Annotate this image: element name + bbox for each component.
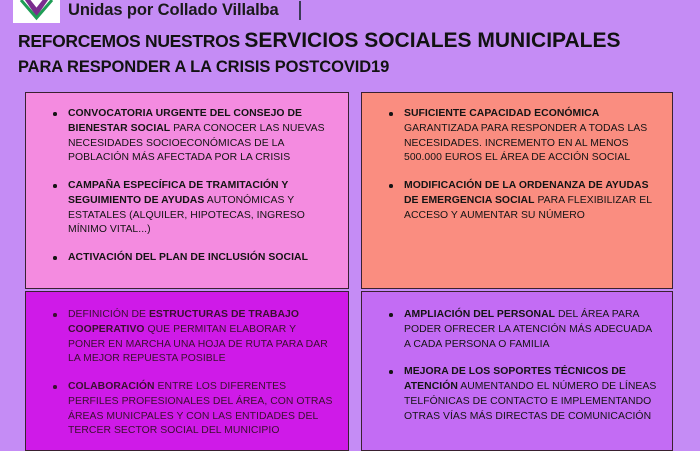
bullet-item [26,251,336,266]
brand-name: Unidas por Collado Villalba [68,1,279,19]
bullet-list-bottom-right [362,292,672,424]
bullet-bold-text: MEJORA DE LOS SOPORTES TÉCNICOS DE ATENCIÓN [404,366,626,393]
bullet-item [362,308,660,352]
brand-row [0,0,700,24]
page-title-line-1 [18,29,621,53]
bullet-prefix-text: DEFINICIÓN DE [68,309,149,320]
page-title-prefix: REFORCEMOS NUESTROS [18,31,245,51]
page-title-emphasis: SERVICIOS SOCIALES MUNICIPALES [244,29,621,52]
panel-bottom-left [25,291,349,451]
bullet-list-top-left [26,93,348,266]
bullet-bold-text: ACTIVACIÓN DEL PLAN DE INCLUSIÓN SOCIAL [68,252,308,264]
bullet-bold-text: COLABORACIÓN [68,381,155,393]
bullet-body-text: QUE PERMITAN ELABORAR Y PONER EN MARCHA UNA HOJA DE RUTA PARA DAR LA MEJOR REPUESTA POSIBLE [68,323,328,365]
bullet-item [26,107,336,166]
panel-top-right [361,92,673,289]
bullet-bold-text: MODIFICACIÓN DE LA ORDENANZA DE AYUDAS DE EMERGENCIA SOCIAL [404,180,649,206]
page-title-line-2: PARA RESPONDER A LA CRISIS POSTCOVID19 [18,58,390,76]
text-cursor [299,1,301,20]
bullet-list-top-right [362,93,672,223]
bullet-body-text: PARA CONOCER LAS NUEVAS NECESIDADES SOCIOECONÓMICAS DE LA POBLACIÓN MÁS AFECTADA POR LA CRISIS [68,122,325,164]
bullet-bold-text: ESTRUCTURAS DE TRABAJO COOPERATIVO [68,309,299,335]
bullet-body-text: PARA FLEXIBILIZAR EL ACCESO Y AUMENTAR SU NÚMERO [404,194,652,221]
bullet-item [26,308,336,367]
bullet-item [362,179,660,223]
bullet-body-text: ENTRE LOS DIFERENTES PERFILES PROFESIONALES DEL ÁREA, CON OTRAS ÁREAS MUNICPALES Y CON LAS ENTIDADES DEL TERCER SECTOR SOCIAL DEL MUNICIPIO [68,381,333,437]
bullet-bold-text: CAMPAÑA ESPECÍFICA DE TRAMITACIÓN Y SEGUIMIENTO DE AYUDAS [68,180,289,206]
bullet-item [26,179,336,238]
bullet-body-text: DEL ÁREA PARA PODER OFRECER LA ATENCIÓN MÁS ADECUADA A CADA PERSONA O FAMILIA [404,309,652,350]
bullet-bold-text: SUFICIENTE CAPACIDAD ECONÓMICA [404,108,600,119]
bullet-item [362,107,660,166]
panel-top-left [25,92,349,289]
bullet-body-text: GARANTIZADA PARA RESPONDER A TODAS LAS NECESIDADES. INCREMENTO EN AL MENOS 500.000 EUROS EL ÁREA DE ACCIÓN SOCIAL [404,122,648,164]
bullet-list-bottom-left [26,292,348,439]
nested-chevrons-logo-icon [13,0,60,23]
bullet-bold-text: AMPLIACIÓN DEL PERSONAL [404,309,556,320]
bullet-body-text: AUTONÓMICAS Y ESTATALES (ALQUILER, HIPOTECAS, INGRESO MÍNIMO VITAL...) [68,194,305,236]
bullet-bold-text: CONVOCATORIA URGENTE DEL CONSEJO DE BIENESTAR SOCIAL [68,108,303,134]
bullet-item [26,380,336,439]
panel-bottom-right [361,291,673,451]
bullet-item [362,365,660,424]
bullet-body-text: AUMENTANDO EL NÚMERO DE LÍNEAS TELFÓNICAS DE CONTACTO E IMPLEMENTANDO OTRAS VÍAS MÁS DIRECTAS DE COMUNICACIÓN [404,381,657,422]
